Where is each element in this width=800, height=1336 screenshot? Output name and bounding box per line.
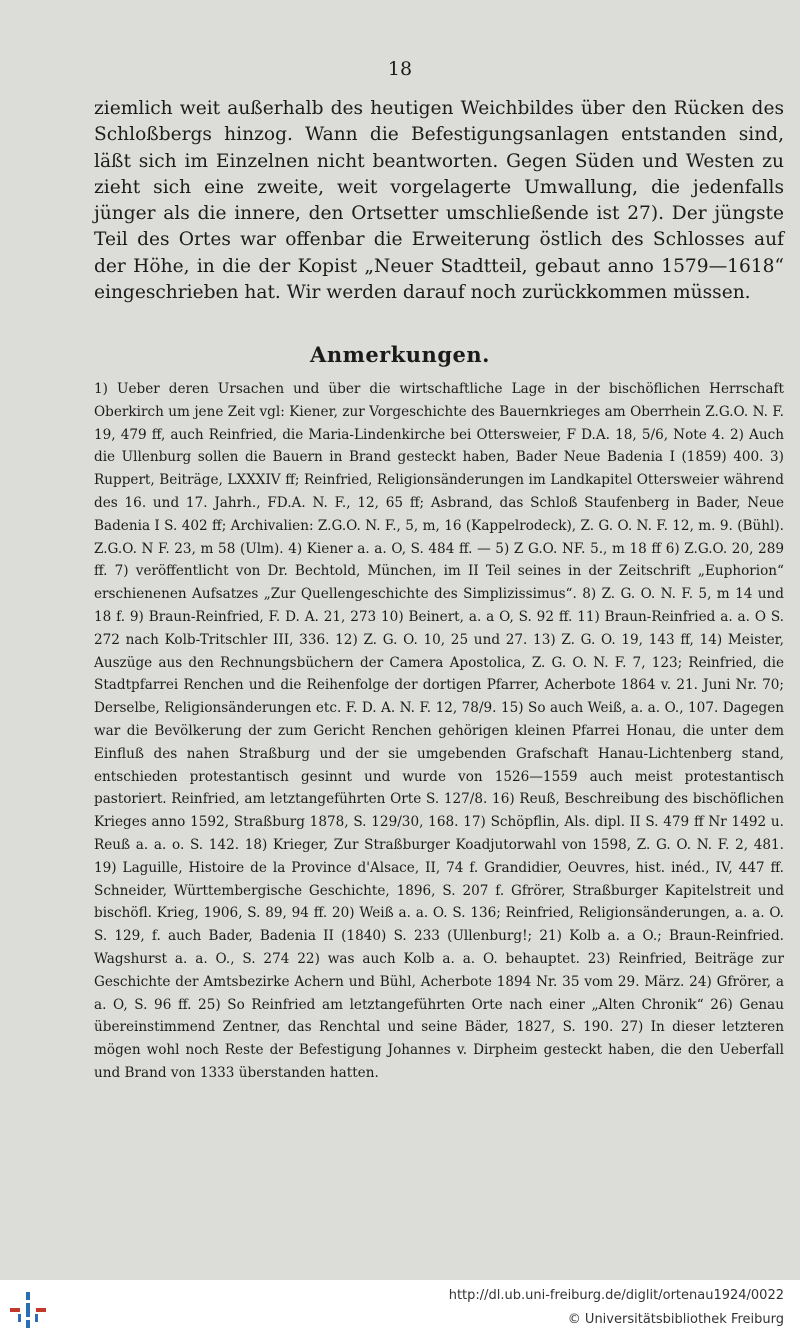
source-url-link[interactable]: http://dl.ub.uni-freiburg.de/diglit/ortenau1924/0022: [448, 1288, 784, 1303]
body-paragraph: [94, 96, 784, 306]
viewer-footer: [0, 1280, 800, 1336]
page-number: 18: [387, 58, 413, 80]
body-text: ziemlich weit außerhalb des heutigen Weichbildes über den Rücken des Schloßbergs hinzog. Wann die Befestigungsanlagen entstanden sind, läßt sich im Einzelnen nicht beantworten. Gegen Süden und Westen zu zieht sich eine zweite, weit vorgelagerte Umwallung, die jedenfalls jünger als die innere, den Ortsetter umschließende ist 27). Der jüngste Teil des Ortes war offenbar die Erweiterung östlich des Schlosses auf der Höhe, in die der Kopist „Neuer Stadtteil, gebaut anno 1579—1618“ eingeschrieben hat. Wir werden darauf noch zurückkommen müssen.: [94, 98, 784, 304]
footnotes-text: 1) Ueber deren Ursachen und über die wirtschaftliche Lage in der bischöflichen Herrschaft Oberkirch um jene Zeit vgl: Kiener, zur Vorgeschichte des Bauernkrieges am Oberrhein Z.G.O. N. F. 19, 479 ff, auch Reinfried, die Maria-Lindenkirche bei Ottersweier, F D.A. 18, 5/6, Note 4. 2) Auch die Ullenburg sollen die Bauern in Brand gesteckt haben, Bader Neue Badenia I (1859) 400. 3) Ruppert, Beiträge, LXXXIV ff; Reinfried, Religionsänderungen im Landkapitel Ottersweier während des 16. und 17. Jahrh., FD.A. N. F., 12, 65 ff; Asbrand, das Schloß Staufenberg in Bader, Neue Badenia I S. 402 ff; Archivalien: Z.G.O. N. F., 5, m, 16 (Kappelrodeck), Z. G. O. N. F. 12, m. 9. (Bühl). Z.G.O. N F. 23, m 58 (Ulm). 4) Kiener a. a. O, S. 484 ff. — 5) Z G.O. NF. 5., m 18 ff 6) Z.G.O. 20, 289 ff. 7) veröffentlicht von Dr. Bechtold, München, im II Teil seines in der Zeitschrift „Euphorion“ erschienenen Aufsatzes „Zur Quellengeschichte des Simplizissimus“. 8) Z. G. O. N. F. 5, m 14 und 18 f. 9) Braun-Reinfried, F. D. A. 21, 273 10) Beinert, a. a O, S. 92 ff. 11) Braun-Reinfried a. a. O S. 272 nach Kolb-Tritschler III, 336. 12) Z. G. O. 10, 25 und 27. 13) Z. G. O. 19, 143 ff, 14) Meister, Auszüge aus den Rechnungsbüchern der Camera Apostolica, Z. G. O. N. F. 7, 123; Reinfried, die Stadtpfarrei Renchen und die Reihenfolge der dortigen Pfarrer, Acherbote 1864 v. 21. Juni Nr. 70; Derselbe, Religionsänderungen etc. F. D. A. N. F. 12, 78/9. 15) So auch Weiß, a. a. O., 107. Dagegen war die Bevölkerung der zum Gericht Renchen gehörigen kleinen Pfarrei Honau, die unter dem Einfluß des nahen Straßburg und der sie umgebenden Grafschaft Hanau-Lichtenberg stand, entschieden protestantisch gesinnt und wurde von 1526—1559 auch meist protestantisch pastoriert. Reinfried, am letztangeführten Orte S. 127/8. 16) Reuß, Beschreibung des bischöflichen Krieges anno 1592, Straßburg 1878, S. 129/30, 168. 17) Schöpflin, Als. dipl. II S. 479 ff Nr 1492 u. Reuß a. a. o. S. 142. 18) Krieger, Zur Straßburger Koadjutorwahl von 1598, Z. G. O. N. F. 2, 481. 19) Laguille, Histoire de la Province d'Alsace, II, 74 f. Grandidier, Oeuvres, hist. inéd., IV, 447 ff. Schneider, Württembergische Geschichte, 1896, S. 207 f. Gfrörer, Straßburger Kapitelstreit und bischöfl. Krieg, 1906, S. 89, 94 ff. 20) Weiß a. a. O. S. 136; Reinfried, Religionsänderungen, a. a. O. S. 129, f. auch Bader, Badenia II (1840) S. 233 (Ullenburg!; 21) Kolb a. a O.; Braun-Reinfried. Wagshurst a. a. O., S. 274 22) was auch Kolb a. a. O. behauptet. 23) Reinfried, Beiträge zur Geschichte der Amtsbezirke Achern und Bühl, Acherbote 1894 Nr. 35 vom 29. März. 24) Gfrörer, a a. O, S. 96 ff. 25) So Reinfried am letztangeführten Orte nach einer „Alten Chronik“ 26) Genau übereinstimmend Zentner, das Renchtal und seine Bäder, 1827, S. 190. 27) In dieser letzteren mögen wohl noch Reste der Befestigung Johannes v. Dirpheim gesteckt haben, die den Ueberfall und Brand von 1333 überstanden hatten.: [94, 381, 784, 1081]
footnotes: [94, 378, 784, 1085]
copyright-text: © Universitätsbibliothek Freiburg: [567, 1312, 784, 1327]
notes-heading: Anmerkungen.: [310, 342, 490, 367]
library-logo-icon: [8, 1290, 48, 1330]
